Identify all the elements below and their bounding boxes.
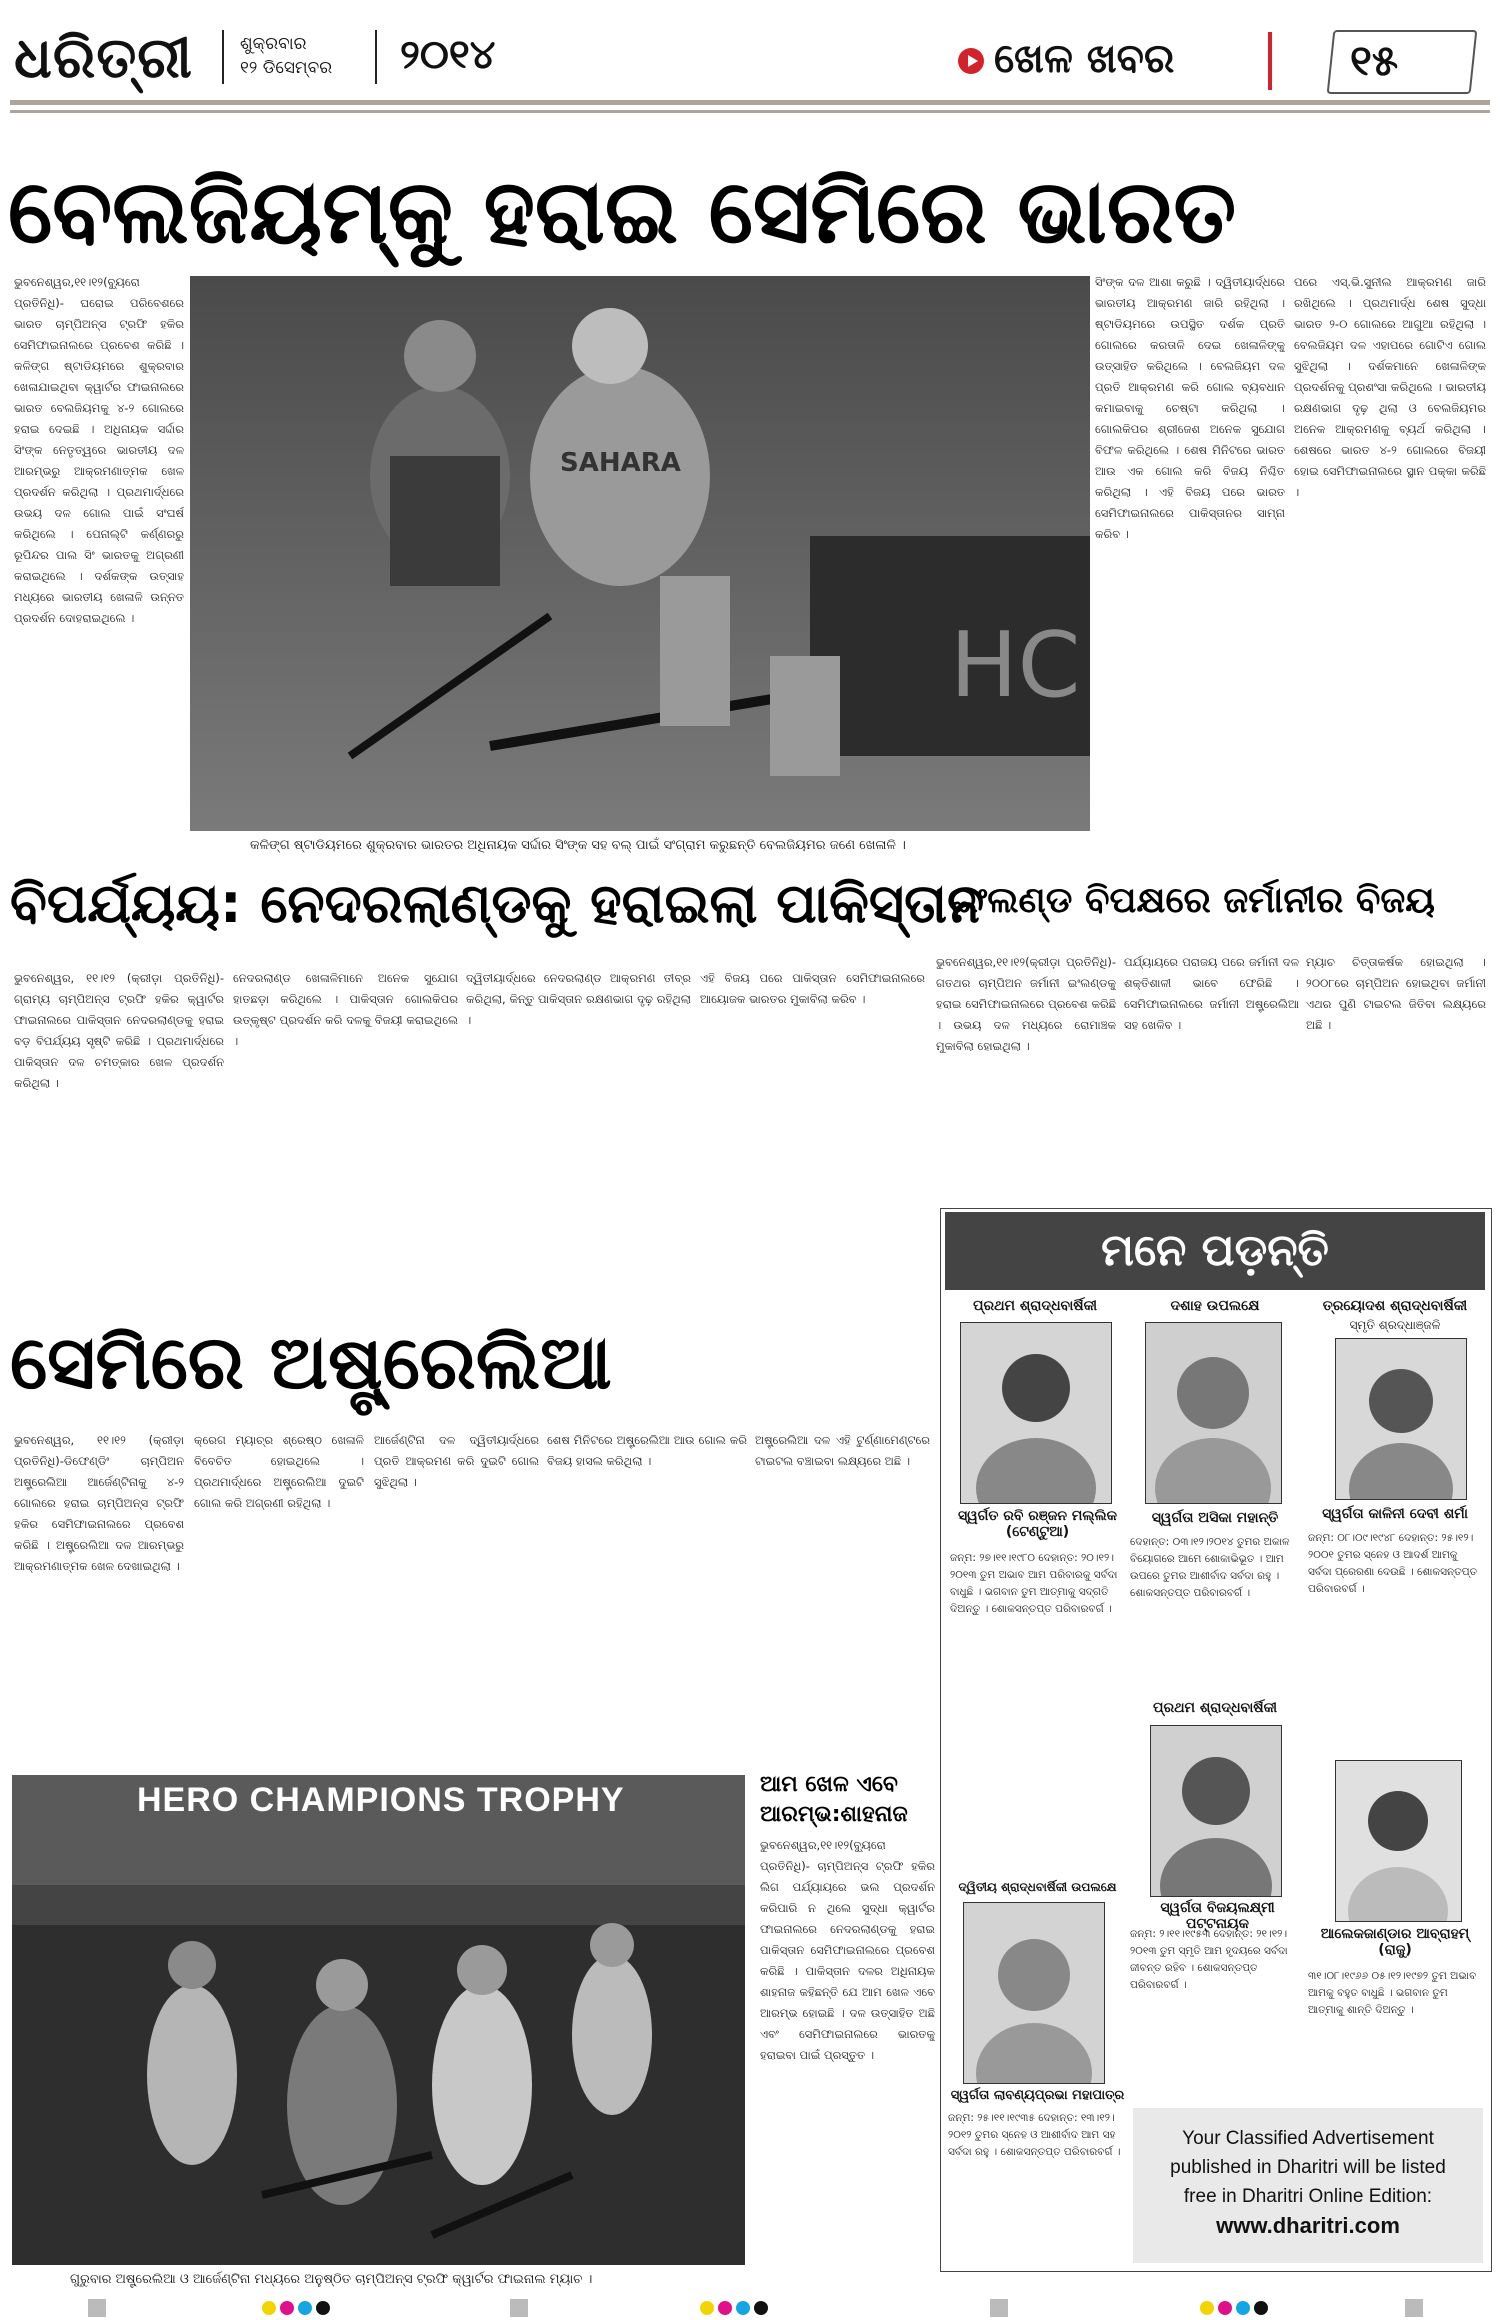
hockey-match-photo <box>12 1775 745 2265</box>
main-photo-caption: କଳିଙ୍ଗ ଷ୍ଟାଡିୟମରେ ଶୁକ୍ରବାର ଭାରତର ଅଧିନାୟକ ସର୍ଦ୍ଦାର ସିଂଙ୍କ ସହ ବଲ୍ ପାଇଁ ସଂଗ୍ରାମ କରୁଛନ୍ତି ବେଲଜିୟମର ଜଣେ ଖେଳାଳି । <box>250 838 906 853</box>
memorial-1-title: ପ୍ରଥମ ଶ୍ରାଦ୍ଧବାର୍ଷିକୀ <box>972 1298 1098 1314</box>
memorial-3-title: ତ୍ରୟୋଦଶ ଶ୍ରାଦ୍ଧବାର୍ଷିକୀ <box>1322 1298 1468 1314</box>
memorial-4-portrait <box>1150 1725 1282 1897</box>
color-dot-black <box>1254 2301 1268 2315</box>
issue-day: ଶୁକ୍ରବାର <box>240 34 307 54</box>
masthead <box>0 0 1500 100</box>
main-story-col3: ପରେ ଏସ୍.ଭି.ସୁନୀଲ ଆକ୍ରମଣ ଜାରି ରଖିଥିଲେ । ପ୍ରଥମାର୍ଦ୍ଧ ଶେଷ ସୁଦ୍ଧା ଭାରତ ୨-୦ ଗୋଲରେ ଆଗୁଆ ରହିଥିଲା । ବେଲଜିୟମ ଦଳ ଏହାପରେ ଗୋଟିଏ ଗୋଲ ସୁଝିଥିଲା । ଦର୍ଶକମାନେ ଖେଳାଳିଙ୍କ ପ୍ରଦର୍ଶନକୁ ପ୍ରଶଂସା କରିଥିଲେ । ଭାରତୀୟ ରକ୍ଷଣଭାଗ ଦୃଢ଼ ଥିଲା ଓ ବେଲଜିୟମର ଅନେକ ଆକ୍ରମଣକୁ ବ୍ୟର୍ଥ କରିଥିଲା । ଶେଷରେ ଭାରତ ୪-୨ ଗୋଲରେ ବିଜୟୀ ହୋଇ ସେମିଫାଇନାଲରେ ସ୍ଥାନ ପକ୍କା କରିଛି । <box>1294 275 1486 499</box>
memorial-2-text: ଦେହାନ୍ତ: ୦୩।୧୨।୨୦୧୪ ତୁମର ଅକାଳ ବିୟୋଗରେ ଆମେ ଶୋକାଭିଭୂତ । ଆମ ଉପରେ ତୁମର ଆଶୀର୍ବାଦ ସର୍ବଦା ରହୁ । ଶୋକସନ୍ତପ୍ତ ପରିବାରବର୍ଗ । <box>1130 1536 1290 1599</box>
pakistan-story-col3: ଦ୍ୱିତୀୟାର୍ଦ୍ଧରେ ନେଦରଲାଣ୍ଡ ଆକ୍ରମଣ ତୀବ୍ର କରିଥିଲା, କିନ୍ତୁ ପାକିସ୍ତାନ ରକ୍ଷଣଭାଗ ଦୃଢ଼ ରହିଥିଲା । <box>466 971 691 1027</box>
color-dot-yellow <box>1200 2301 1214 2315</box>
photo-banner-text: HERO CHAMPIONS TROPHY <box>137 1781 625 1819</box>
memorial-2-title: ଦଶାହ ଉପଲକ୍ଷେ <box>1170 1298 1260 1314</box>
color-dot-black <box>754 2301 768 2315</box>
australia-story-col2: କ୍ରେଗ ମ୍ୟାଚ୍‌ର ଶ୍ରେଷ୍ଠ ଖେଳାଳି ବିବେଚିତ ହୋଇଥିଲେ । ପ୍ରଥମାର୍ଦ୍ଧରେ ଅଷ୍ଟ୍ରେଲିଆ ଦୁଇଟି ଗୋଲ କରି ଅଗ୍ରଣୀ ରହିଥିଲା । <box>194 1433 364 1510</box>
bottom-photo-caption: ଗୁରୁବାର ଅଷ୍ଟ୍ରେଲିଆ ଓ ଆର୍ଜେଣ୍ଟିନା ମଧ୍ୟରେ ଅନୁଷ୍ଠିତ ଚାମ୍ପିଅନ୍ସ ଟ୍ରଫି କ୍ୱାର୍ଟର ଫାଇନାଲ ମ୍ୟାଚ । <box>70 2272 593 2287</box>
color-dot-magenta <box>1218 2301 1232 2315</box>
germany-story-col2: ପର୍ଯ୍ୟାୟରେ ପରାଜୟ ପରେ ଜର୍ମାନୀ ଦଳ ଶକ୍ତିଶାଳୀ ଭାବେ ଫେରିଛି । ସେମିଫାଇନାଲରେ ଜର୍ମାନୀ ଅଷ୍ଟ୍ରେଲିଆ ସହ ଖେଳିବ । <box>1124 955 1299 1032</box>
shahnaz-story: ଭୁବନେଶ୍ୱର,୧୧।୧୨(ବ୍ୟୁରୋ ପ୍ରତିନିଧି)- ଚାମ୍ପିଅନ୍ସ ଟ୍ରଫି ହକିର ଲିଗ ପର୍ଯ୍ୟାୟରେ ଭଲ ପ୍ରଦର୍ଶନ କରିପାରି ନ ଥିଲେ ସୁଦ୍ଧା କ୍ୱାର୍ଟର ଫାଇନାଲରେ ନେଦରଲାଣ୍ଡକୁ ହରାଇ ପାକିସ୍ତାନ ସେମିଫାଇନାଲରେ ପ୍ରବେଶ କରିଛି । ପାକିସ୍ତାନ ଦଳର ଅଧିନାୟକ ଶାହନାଜ କହିଛନ୍ତି ଯେ ଆମ ଖେଳ ଏବେ ଆରମ୍ଭ ହୋଇଛି । ଦଳ ଉତ୍ସାହିତ ଅଛି ଏବଂ ସେମିଫାଇନାଲରେ ଭାରତକୁ ହରାଇବା ପାଇଁ ପ୍ରସ୍ତୁତ । <box>760 1838 935 2062</box>
page-number: ୧୫ <box>1350 36 1399 85</box>
memorial-4-title: ପ୍ରଥମ ଶ୍ରାଦ୍ଧବାର୍ଷିକୀ <box>1152 1700 1278 1716</box>
divider <box>222 30 224 84</box>
color-dot-cyan <box>736 2301 750 2315</box>
color-dot-cyan <box>298 2301 312 2315</box>
shahnaz-headline: ଆମ ଖେଳ ଏବେ ଆରମ୍ଭ:ଶାହନାଜ <box>760 1772 908 1827</box>
registration-mark <box>510 2299 528 2317</box>
portrait-image <box>1151 1726 1281 1896</box>
memorial-5-title: ଦ୍ୱିତୀୟ ଶ୍ରାଦ୍ଧବାର୍ଷିକୀ ଉପଲକ୍ଷେ <box>958 1880 1117 1894</box>
pakistan-story-col2: ନେଦରଲାଣ୍ଡ ଖେଳାଳିମାନେ ଅନେକ ସୁଯୋଗ ହାତଛଡ଼ା କରିଥିଲେ । ପାକିସ୍ତାନ ଗୋଲକିପର ଉତ୍କୃଷ୍ଟ ପ୍ରଦର୍ଶନ କରି ଦଳକୁ ବିଜୟୀ କରାଇଥିଲେ । <box>233 971 458 1048</box>
pakistan-story-col4: ଏହି ବିଜୟ ପରେ ପାକିସ୍ତାନ ସେମିଫାଇନାଲରେ ଆୟୋଜକ ଭାରତର ମୁକାବିଲା କରିବ । <box>700 971 925 1006</box>
australia-story-col3: ଆର୍ଜେଣ୍ଟିନା ଦଳ ଦ୍ୱିତୀୟାର୍ଦ୍ଧରେ ପ୍ରତି ଆକ୍ରମଣ କରି ଦୁଇଟି ଗୋଲ ସୁଝିଥିଲା । <box>374 1433 539 1489</box>
header-rule <box>10 110 1490 113</box>
section-title: ଖେଳ ଖବର <box>994 36 1175 82</box>
color-dot-magenta <box>718 2301 732 2315</box>
memorial-3-name: ସ୍ୱର୍ଗତା କାଳିନୀ ଦେବୀ ଶର୍ମା <box>1322 1506 1468 1522</box>
australia-story-col1: ଭୁବନେଶ୍ୱର, ୧୧।୧୨ (କ୍ରୀଡ଼ା ପ୍ରତିନିଧି)-ଡିଫେଣ୍ଡିଂ ଚାମ୍ପିଅନ ଅଷ୍ଟ୍ରେଲିଆ ଆର୍ଜେଣ୍ଟିନାକୁ ୪-୨ ଗୋଲରେ ହରାଇ ଚାମ୍ପିଅନ୍ସ ଟ୍ରଫି ହକିର ସେମିଫାଇନାଲରେ ପ୍ରବେଶ କରିଛି । ଅଷ୍ଟ୍ରେଲିଆ ଦଳ ଆରମ୍ଭରୁ ଆକ୍ରମଣାତ୍ମକ ଖେଳ ଦେଖାଇଥିଲା । <box>14 1433 184 1573</box>
main-headline: ବେଲଜିୟମ୍‌କୁ ହରାଇ ସେମିରେ ଭାରତ <box>8 160 1237 263</box>
portrait-image <box>961 1323 1111 1503</box>
australia-story-col5: ଅଷ୍ଟ୍ରେଲିଆ ଦଳ ଏହି ଟୁର୍ଣ୍ଣାମେଣ୍ଟରେ ଟାଇଟଲ ବଞ୍ଚାଇବା ଲକ୍ଷ୍ୟରେ ଅଛି । <box>755 1433 930 1468</box>
newspaper-logo: ଧରିତ୍ରୀ <box>14 26 193 91</box>
main-story-col1: ଭୁବନେଶ୍ୱର,୧୧।୧୨(ବ୍ୟୁରୋ ପ୍ରତିନିଧି)- ଘରୋଇ ପରିବେଶରେ ଭାରତ ଚାମ୍ପିଅନ୍ସ ଟ୍ରଫି ହକିର ସେମିଫାଇନାଲରେ ପ୍ରବେଶ କରିଛି । କଳିଙ୍ଗ ଷ୍ଟାଡିୟମରେ ଶୁକ୍ରବାର ଖେଳାଯାଇଥିବା କ୍ୱାର୍ଟର ଫାଇନାଲରେ ଭାରତ ବେଲଜିୟମକୁ ୪-୨ ଗୋଲରେ ହରାଇ ଦେଇଛି । ଅଧିନାୟକ ସର୍ଦ୍ଦାର ସିଂଙ୍କ ନେତୃତ୍ୱରେ ଭାରତୀୟ ଦଳ ଆରମ୍ଭରୁ ଆକ୍ରମଣାତ୍ମକ ଖେଳ ପ୍ରଦର୍ଶନ କରିଥିଲା । ପ୍ରଥମାର୍ଦ୍ଧରେ ଉଭୟ ଦଳ ଗୋଲ ପାଇଁ ସଂଘର୍ଷ କରିଥିଲେ । ପେନାଲ୍ଟି କର୍ଣ୍ଣରରୁ ରୂପିନ୍ଦର ପାଲ ସିଂ ଭାରତକୁ ଅଗ୍ରଣୀ କରାଇଥିଲେ । ଦର୍ଶକଙ୍କ ଉତ୍ସାହ ମଧ୍ୟରେ ଭାରତୀୟ ଖେଳାଳି ଉନ୍ନତ ପ୍ରଦର୍ଶନ ଦୋହରାଇଥିଲେ । <box>14 275 184 625</box>
memorial-3-text: ଜନ୍ମ: ୦୮।୦୯।୧୯୪୮ ଦେହାନ୍ତ: ୨୫।୧୨।୨୦୦୧ ତୁମର ସ୍ନେହ ଓ ଆଦର୍ଶ ଆମକୁ ସର୍ବଦା ପ୍ରେରଣା ଦେଉଛି । ଶୋକସନ୍ତପ୍ତ ପରିବାରବର୍ଗ । <box>1308 1532 1478 1595</box>
australia-headline: ସେମିରେ ଅଷ୍ଟ୍ରେଲିଆ <box>10 1320 612 1406</box>
memorial-6-portrait <box>1335 1760 1462 1922</box>
color-dot-cyan <box>1236 2301 1250 2315</box>
classified-ad-box <box>1133 2108 1483 2263</box>
svg-text:HC: HC <box>950 613 1081 718</box>
australia-story-col4: ଶେଷ ମିନିଟରେ ଅଷ୍ଟ୍ରେଲିଆ ଆଉ ଗୋଲ କରି ବିଜୟ ହାସଲ କରିଥିଲା । <box>547 1433 747 1468</box>
memorial-6-text: ୩୧।୦୮।୧୯୬୬ ୦୫।୧୨।୧୯୭୨ ତୁମ ଅଭାବ ଆମକୁ ବହୁତ ବାଧୁଛି । ଭଗବାନ ତୁମ ଆତ୍ମାକୁ ଶାନ୍ତି ଦିଅନ୍ତୁ । <box>1308 1970 1477 2016</box>
pakistan-headline: ବିପର୍ଯ୍ୟୟ: ନେଦରଲାଣ୍ଡକୁ ହରାଇଲା ପାକିସ୍ତାନ <box>10 872 985 935</box>
germany-story-col3: ମ୍ୟାଚ ଚିତ୍ତାକର୍ଷକ ହୋଇଥିଲା । ୨୦୦୮ରେ ଚାମ୍ପିଅନ ହୋଇଥିବା ଜର୍ମାନୀ ଏଥର ପୁଣି ଟାଇଟଲ ଜିତିବା ଲକ୍ଷ୍ୟରେ ଅଛି । <box>1306 955 1486 1032</box>
memorials-header: ମନେ ପଡ଼ନ୍ତି <box>945 1212 1485 1290</box>
hockey-players-photo <box>190 276 1090 831</box>
header-rule <box>10 100 1490 105</box>
memorial-6-name: ଆଲେକଜାଣ୍ଡାର ଆବ୍ରାହମ୍ (ରାଜୁ) <box>1320 1926 1470 1958</box>
portrait-image <box>1336 1339 1466 1499</box>
memorial-2-portrait <box>1145 1322 1282 1504</box>
color-dot-yellow <box>262 2301 276 2315</box>
classified-url[interactable]: www.dharitri.com <box>1216 2213 1400 2238</box>
memorial-1-name: ସ୍ୱର୍ଗତ ରବି ରଞ୍ଜନ ମଲ୍ଲିକ (ଟେଣ୍ଟୁଆ) <box>957 1508 1118 1540</box>
memorial-1-text: ଜନ୍ମ: ୨୭।୧୧।୧୯୮୦ ଦେହାନ୍ତ: ୨୦।୧୨।୨୦୧୩ ତୁମ ଅଭାବ ଆମ ପରିବାରକୁ ସର୍ବଦା ବାଧୁଛି । ଭଗବାନ ତୁମ ଆତ୍ମାକୁ ସଦ୍‌ଗତି ଦିଅନ୍ତୁ । ଶୋକସନ୍ତପ୍ତ ପରିବାରବର୍ଗ । <box>950 1552 1118 1615</box>
memorial-4-text: ଜନ୍ମ: ୨।୧୧।୧୯୫୩ ଦେହାନ୍ତ: ୨୧।୧୨।୨୦୧୩ ତୁମ ସ୍ମୃତି ଆମ ହୃଦୟରେ ସର୍ବଦା ଜୀବନ୍ତ ରହିବ । ଶୋକସନ୍ତପ୍ତ ପରିବାରବର୍ଗ । <box>1130 1928 1288 1991</box>
registration-mark <box>1405 2299 1423 2317</box>
main-photo <box>190 276 1090 831</box>
portrait-image <box>1336 1761 1461 1921</box>
issue-date-text: ୧୨ ଡିସେମ୍ବର <box>240 58 333 78</box>
main-story-col2: ସିଂଙ୍କ ଦଳ ଆଶା କରୁଛି । ଦ୍ୱିତୀୟାର୍ଦ୍ଧରେ ଭାରତୀୟ ଆକ୍ରମଣ ଜାରି ରହିଥିଲା । ଷ୍ଟାଡିୟମରେ ଉପସ୍ଥିତ ଦର୍ଶକ ପ୍ରତି ଗୋଲରେ କରତାଳି ଦେଇ ଖେଳାଳିଙ୍କୁ ଉତ୍ସାହିତ କରିଥିଲେ । ବେଲଜିୟମ ଦଳ ପ୍ରତି ଆକ୍ରମଣ କରି ଗୋଲ ବ୍ୟବଧାନ କମାଇବାକୁ ଚେଷ୍ଟା କରିଥିଲା । ଗୋଲକିପର ଶ୍ରୀଜେଶ ଅନେକ ସୁଯୋଗ ବିଫଳ କରିଥିଲେ । ଶେଷ ମିନିଟରେ ଭାରତ ଆଉ ଏକ ଗୋଲ କରି ବିଜୟ ନିଶ୍ଚିତ କରିଥିଲା । ଏହି ବିଜୟ ପରେ ଭାରତ ସେମିଫାଇନାଲରେ ପାକିସ୍ତାନର ସାମ୍ନା କରିବ । <box>1095 275 1285 541</box>
memorial-5-name: ସ୍ୱର୍ଗତା ଲାବଣ୍ୟପ୍ରଭା ମହାପାତ୍ର <box>950 2088 1125 2103</box>
registration-mark <box>990 2299 1008 2317</box>
portrait-image <box>1146 1323 1281 1503</box>
section-divider <box>1268 32 1272 90</box>
color-dot-magenta <box>280 2301 294 2315</box>
portrait-image <box>964 1903 1104 2083</box>
memorial-1-portrait <box>960 1322 1112 1504</box>
bottom-photo <box>12 1775 745 2265</box>
issue-date <box>240 32 332 80</box>
memorial-5-text: ଜନ୍ମ: ୨୫।୧୧।୧୯୩୫ ଦେହାନ୍ତ: ୧୩।୧୨।୨୦୧୨ ତୁମର ସ୍ନେହ ଓ ଆଶୀର୍ବାଦ ଆମ ସହ ସର୍ବଦା ରହୁ । ଶୋକସନ୍ତପ୍ତ ପରିବାରବର୍ଗ । <box>948 2112 1121 2158</box>
pakistan-story-col1: ଭୁବନେଶ୍ୱର, ୧୧।୧୨ (କ୍ରୀଡ଼ା ପ୍ରତିନିଧି)-ଗ୍ରାମ୍ୟ ଚାମ୍ପିଅନ୍ସ ଟ୍ରଫି ହକିର କ୍ୱାର୍ଟର ଫାଇନାଲରେ ପାକିସ୍ତାନ ନେଦରଲାଣ୍ଡକୁ ହରାଇ ବଡ଼ ବିପର୍ଯ୍ୟୟ ସୃଷ୍ଟି କରିଛି । ପ୍ରଥମାର୍ଦ୍ଧରେ ପାକିସ୍ତାନ ଦଳ ଚମତ୍କାର ଖେଳ ପ୍ରଦର୍ଶନ କରିଥିଲା । <box>14 971 224 1090</box>
memorial-2-name: ସ୍ୱର୍ଗତା ଅସିକା ମହାନ୍ତି <box>1151 1510 1279 1526</box>
color-dot-yellow <box>700 2301 714 2315</box>
color-dot-black <box>316 2301 330 2315</box>
memorial-5-portrait <box>963 1902 1105 2084</box>
classified-line1: Your Classified Advertisement <box>1182 2128 1434 2149</box>
memorial-3-subtitle: ସ୍ମୃତି ଶ୍ରଦ୍ଧାଞ୍ଜଳି <box>1349 1318 1441 1332</box>
divider <box>375 30 377 84</box>
print-marks <box>0 2296 1500 2320</box>
memorial-4-name: ସ୍ୱର୍ଗତା ବିଜୟଲକ୍ଷ୍ମୀ ପଟ୍ଟନାୟକ <box>1160 1900 1275 1932</box>
memorial-3-portrait <box>1335 1338 1467 1500</box>
classified-line3: free in Dharitri Online Edition: <box>1183 2186 1433 2207</box>
play-icon <box>958 48 984 74</box>
issue-year: ୨୦୧୪ <box>400 32 496 78</box>
germany-headline: ଇଂଲଣ୍ଡ ବିପକ୍ଷରେ ଜର୍ମାନୀର ବିଜୟ <box>948 880 1435 921</box>
germany-story-col1: ଭୁବନେଶ୍ୱର,୧୧।୧୨(କ୍ରୀଡ଼ା ପ୍ରତିନିଧି)- ଗତଥର ଚାମ୍ପିଅନ ଜର୍ମାନୀ ଇଂଲଣ୍ଡକୁ ହରାଇ ସେମିଫାଇନାଲରେ ପ୍ରବେଶ କରିଛି । ଉଭୟ ଦଳ ମଧ୍ୟରେ ରୋମାଞ୍ଚକ ମୁକାବିଲା ହୋଇଥିଲା । <box>936 955 1116 1053</box>
registration-mark <box>88 2299 106 2317</box>
classified-line2: published in Dharitri will be listed <box>1170 2157 1446 2178</box>
svg-text:SAHARA: SAHARA <box>560 448 681 478</box>
